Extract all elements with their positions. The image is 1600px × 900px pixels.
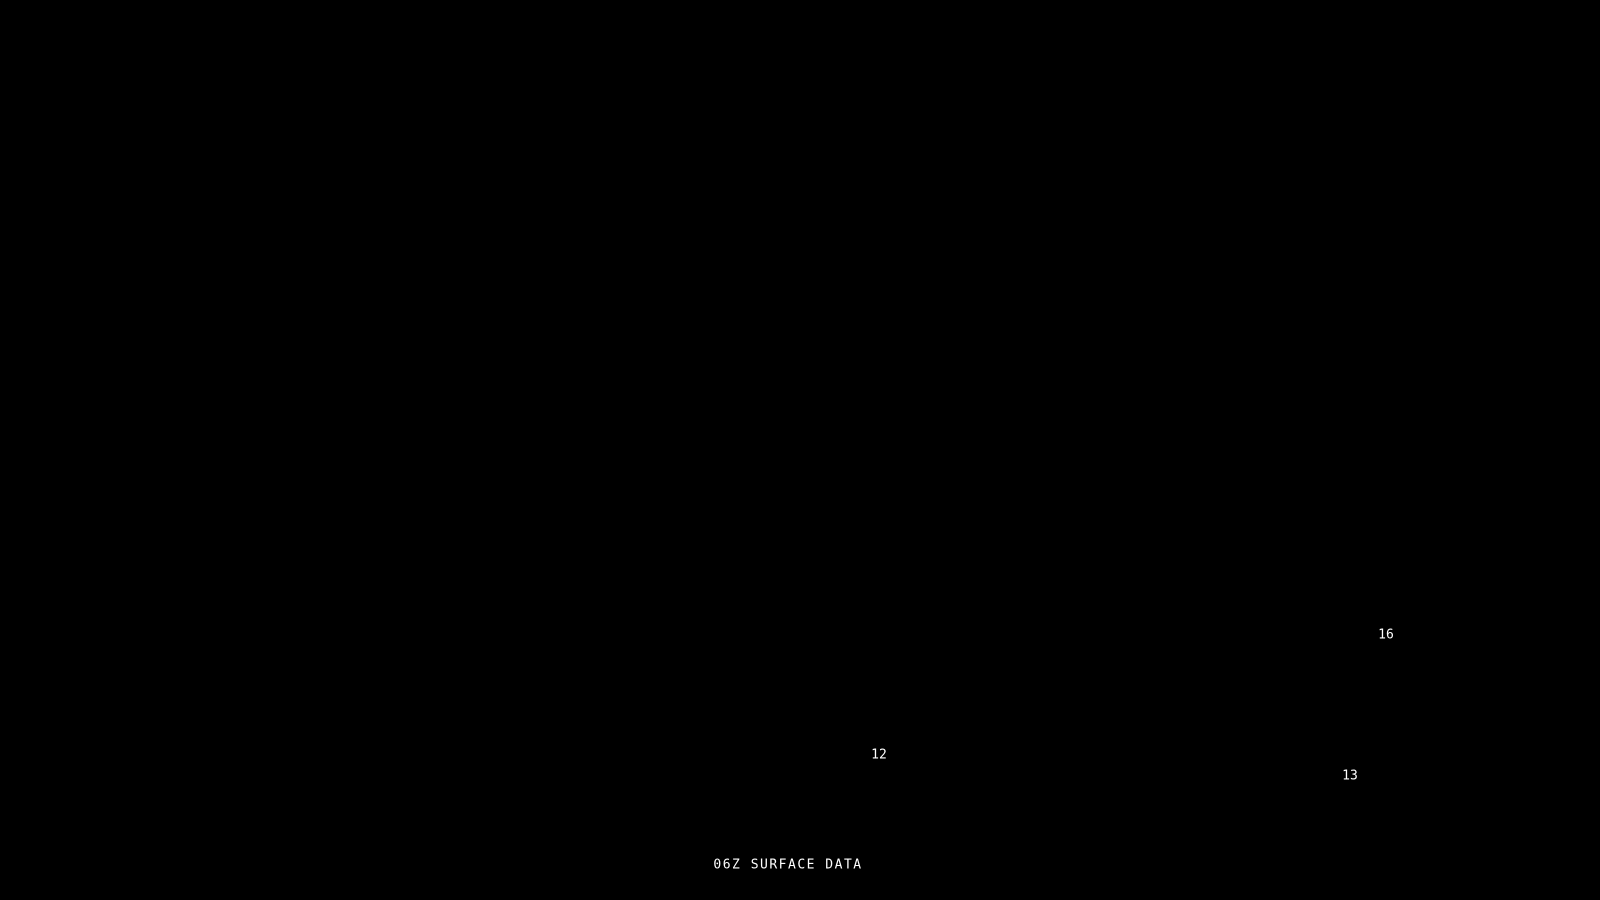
chart-caption: 06Z SURFACE DATA	[713, 857, 863, 873]
station-value-label: 13	[1342, 768, 1358, 784]
station-value-label: 16	[1378, 627, 1394, 643]
station-value-label: 12	[871, 747, 887, 763]
